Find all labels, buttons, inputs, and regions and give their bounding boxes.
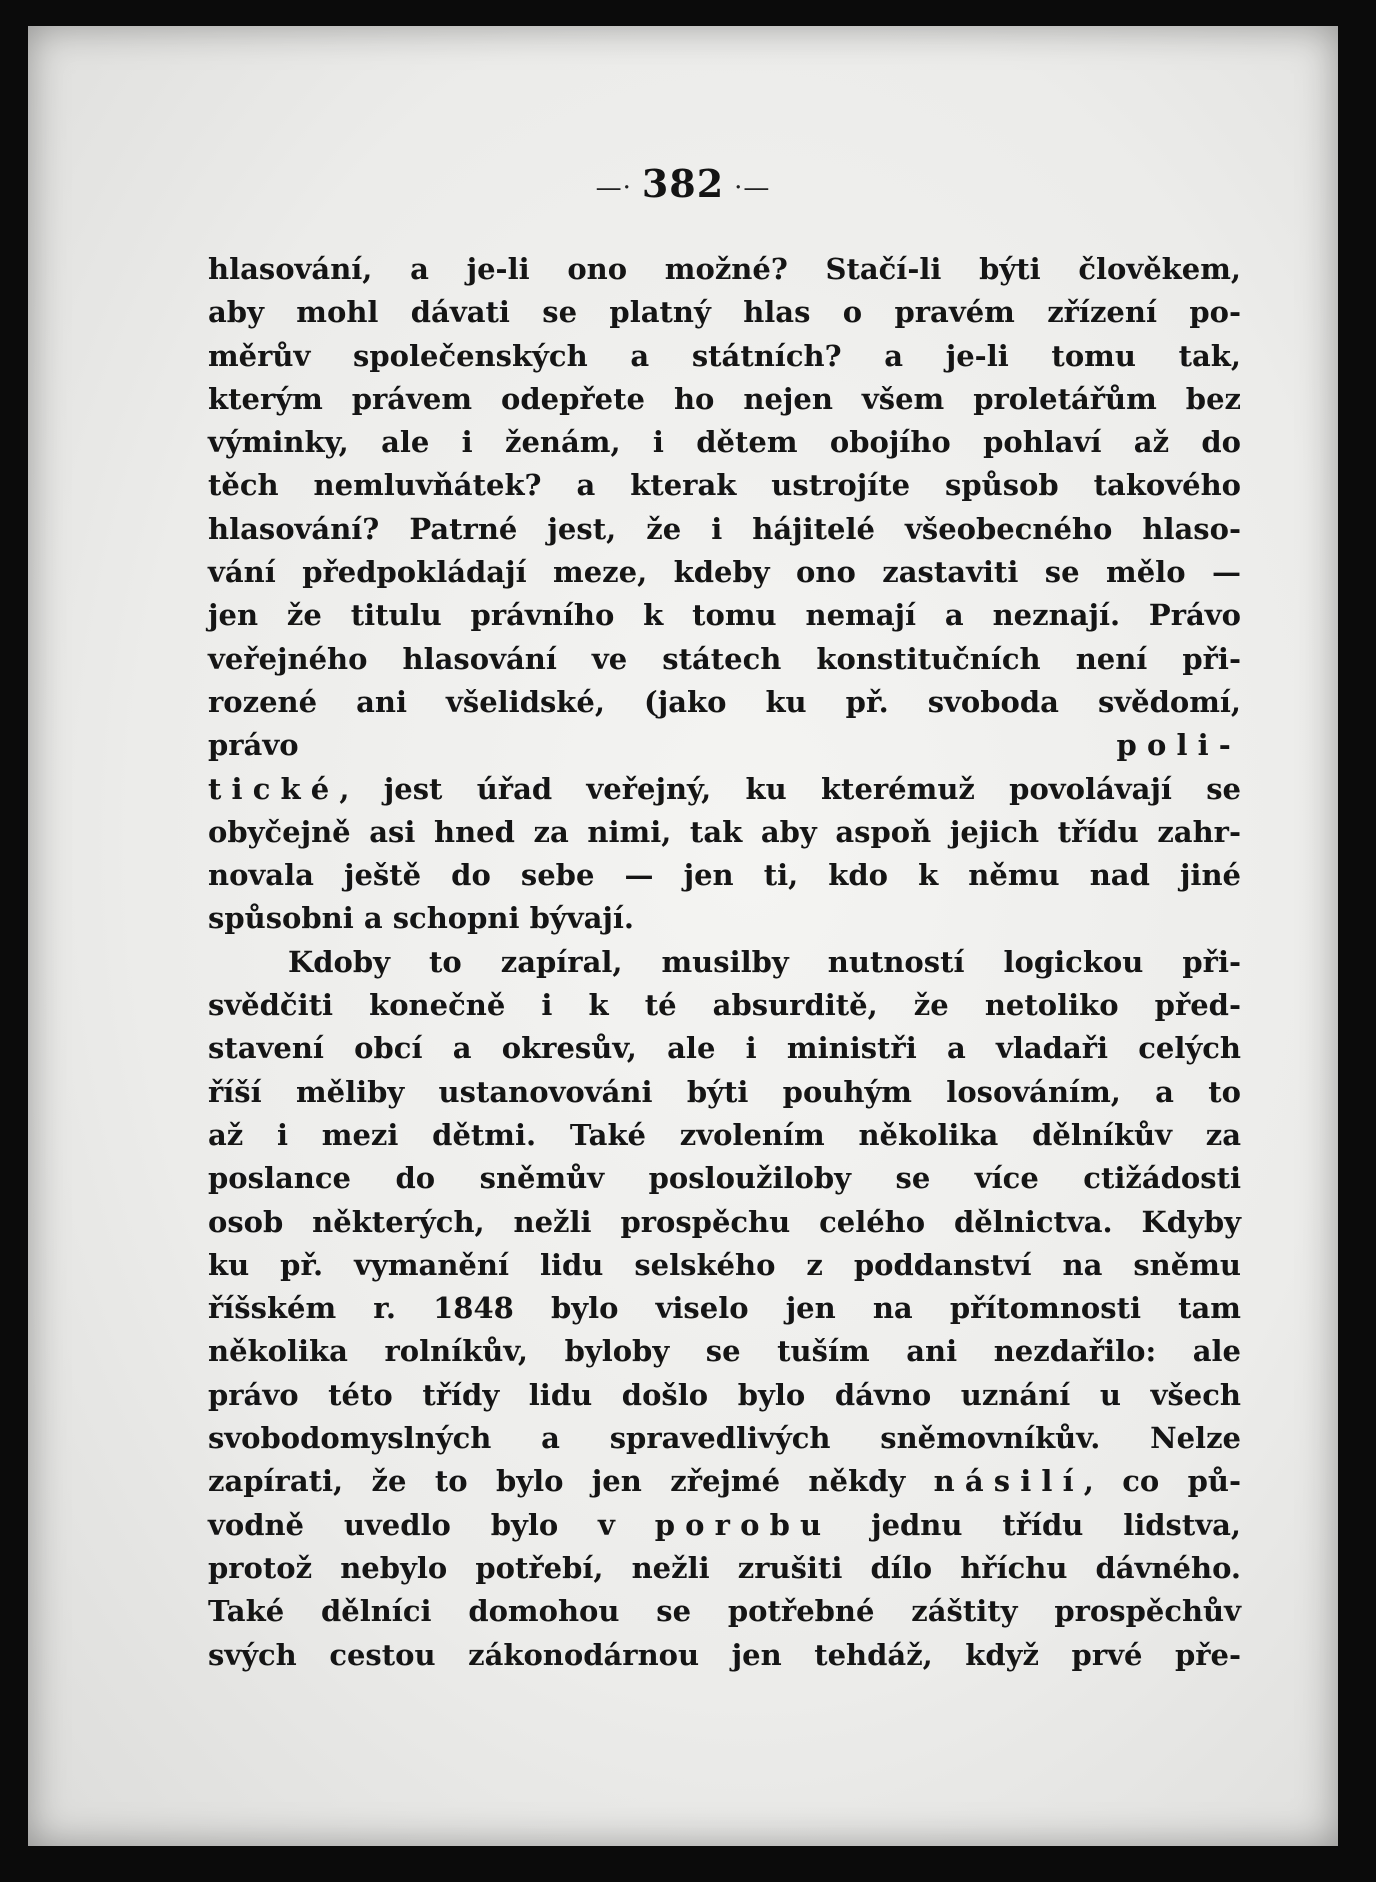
- text-line: svobodomyslných a spravedlivých sněmovníkův. Nelze: [208, 1421, 1241, 1456]
- text-line: [208, 768, 1241, 811]
- text-line: Kdoby to zapíral, musilby nutností logickou při-: [288, 944, 1241, 979]
- header-dash-right: ·—: [734, 172, 771, 203]
- text-line: [208, 724, 1241, 767]
- text-line: kterým právem odepřete ho nejen všem proletářům bez: [208, 381, 1241, 416]
- spaced-emphasis: porobu: [654, 1507, 832, 1542]
- text-segment: , jest úřad veřejný, ku kterémuž povolávají se: [339, 771, 1241, 806]
- text-line: aby mohl dávati se platný hlas o pravém zřízení po-: [208, 295, 1241, 330]
- text-line: [208, 1460, 1241, 1503]
- text-line: Také dělníci domohou se potřebné záštity prospěchův: [208, 1594, 1241, 1629]
- text-line: poslance do sněmův posloužiloby se více ctižádosti: [208, 1161, 1241, 1196]
- text-line: protož nebylo potřebí, nežli zrušiti dílo hříchu dávného.: [208, 1550, 1241, 1585]
- body-text: [208, 248, 1241, 1677]
- text-segment: právo: [208, 728, 1117, 763]
- text-segment: vodně uvedlo bylo v: [208, 1507, 655, 1542]
- text-segment: jednu třídu lidstva,: [831, 1507, 1241, 1542]
- text-line: vání předpokládají meze, kdeby ono zastaviti se mělo —: [208, 555, 1241, 590]
- text-line: těch nemluvňátek? a kterak ustrojíte spůsob takového: [208, 468, 1241, 503]
- text-line: stavení obcí a okresův, ale i ministři a vladaři celých: [208, 1031, 1241, 1066]
- text-line: spůsobni a schopni bývají.: [208, 901, 634, 936]
- text-line: až i mezi dětmi. Také zvolením několika dělníkův za: [208, 1117, 1241, 1152]
- text-line: měrův společenských a státních? a je-li tomu tak,: [208, 338, 1241, 373]
- text-line: říší měliby ustanovováni býti pouhým losováním, a to: [208, 1074, 1241, 1109]
- spaced-emphasis: poli-: [1116, 728, 1241, 763]
- text-line: hlasování, a je-li ono možné? Stačí-li býti člověkem,: [208, 252, 1241, 286]
- text-line: jen že titulu právního k tomu nemají a neznají. Právo: [208, 598, 1241, 633]
- text-line: osob některých, nežli prospěchu celého dělnictva. Kdyby: [208, 1204, 1241, 1239]
- text-line: několika rolníkův, byloby se tuším ani nezdařilo: ale: [208, 1334, 1241, 1369]
- text-line: svých cestou zákonodárnou jen tehdáž, když prvé pře-: [208, 1637, 1241, 1672]
- text-line: [208, 1504, 1241, 1547]
- text-line: právo této třídy lidu došlo bylo dávno uznání u všech: [208, 1377, 1241, 1412]
- text-segment: , co pů-: [1083, 1464, 1241, 1499]
- page-number: 382: [641, 161, 725, 206]
- book-page: [28, 26, 1338, 1846]
- text-line: ku př. vymanění lidu selského z poddanství na sněmu: [208, 1247, 1241, 1282]
- page-number-header: [28, 161, 1338, 206]
- text-line: rozené ani všelidské, (jako ku př. svoboda svědomí,: [208, 684, 1241, 719]
- text-line: veřejného hlasování ve státech konstitučních není při-: [208, 641, 1241, 676]
- text-line: výminky, ale i ženám, i dětem obojího pohlaví až do: [208, 425, 1241, 460]
- spaced-emphasis: násilí: [933, 1464, 1084, 1499]
- spaced-emphasis: tické: [208, 771, 340, 806]
- text-line: svědčiti konečně i k té absurditě, že netoliko před-: [208, 988, 1241, 1023]
- text-line: obyčejně asi hned za nimi, tak aby aspoň jejich třídu zahr-: [208, 814, 1241, 849]
- text-segment: zapírati, že to bylo jen zřejmé někdy: [208, 1464, 934, 1499]
- text-line: novala ještě do sebe — jen ti, kdo k němu nad jiné: [208, 858, 1241, 893]
- header-dash-left: —·: [595, 172, 632, 203]
- text-line: říšském r. 1848 bylo viselo jen na přítomnosti tam: [208, 1291, 1241, 1326]
- text-line: hlasování? Patrné jest, že i hájitelé všeobecného hlaso-: [208, 511, 1241, 546]
